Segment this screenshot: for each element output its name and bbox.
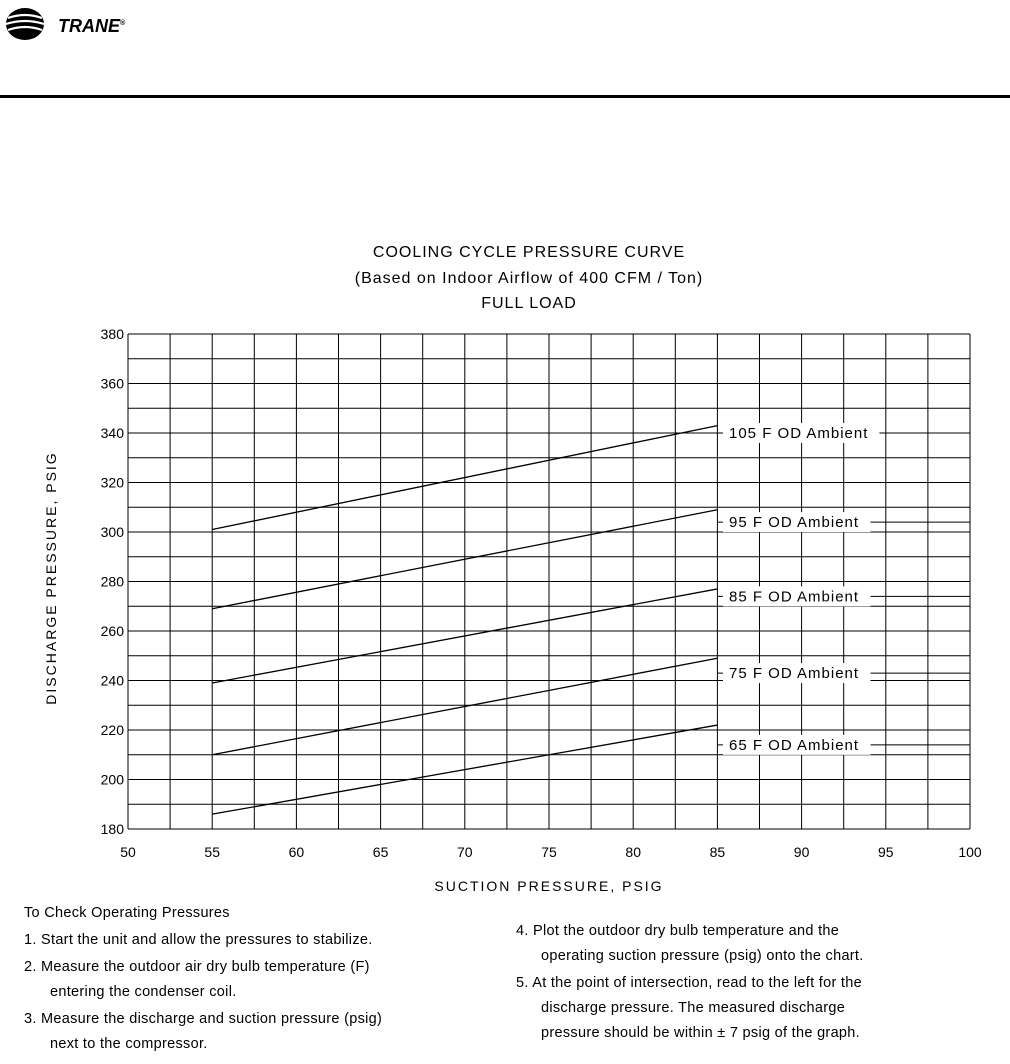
series-label: 85 F OD Ambient <box>729 588 860 606</box>
x-tick-label: 70 <box>457 844 473 860</box>
instruction-step-4: 4. Plot the outdoor dry bulb temperature and the <box>516 923 840 939</box>
x-tick-label: 55 <box>204 844 220 860</box>
y-tick-label: 200 <box>100 771 124 788</box>
series-label: 105 F OD Ambient <box>729 425 869 442</box>
series-label: 95 F OD Ambient <box>729 514 860 532</box>
brand-name: TRANE® <box>58 16 126 36</box>
y-tick-label: 260 <box>100 623 124 639</box>
instruction-step-2-cont: entering the condenser coil. <box>50 984 237 1000</box>
y-tick-label: 220 <box>100 722 124 738</box>
instruction-step-3-cont: next to the compressor. <box>50 1036 208 1052</box>
x-tick-label: 50 <box>120 844 136 860</box>
series-label: 75 F OD Ambient <box>729 665 860 683</box>
chart-title-line-1: COOLING CYCLE PRESSURE CURVE <box>372 244 686 261</box>
instruction-step-4-cont: operating suction pressure (psig) onto the chart. <box>541 948 864 964</box>
chart-title <box>355 244 704 312</box>
x-tick-label: 75 <box>541 844 557 860</box>
instruction-step-5: 5. At the point of intersection, read to the left for the <box>516 975 862 991</box>
y-tick-label: 360 <box>100 375 124 392</box>
instruction-step-2: 2. Measure the outdoor air dry bulb temperature (F) <box>24 959 370 975</box>
x-tick-label: 95 <box>878 844 894 860</box>
y-tick-label: 280 <box>100 573 124 590</box>
instruction-step-3: 3. Measure the discharge and suction pressure (psig) <box>24 1011 383 1027</box>
x-tick-label: 85 <box>709 844 726 860</box>
y-tick-label: 320 <box>100 474 124 491</box>
x-tick-label: 80 <box>625 844 641 860</box>
x-tick-label: 60 <box>288 844 305 860</box>
instruction-step-5-cont-2: pressure should be within ± 7 psig of the graph. <box>541 1025 860 1041</box>
instruction-step-1: 1. Start the unit and allow the pressures to stabilize. <box>24 932 373 948</box>
y-tick-label: 300 <box>100 524 124 540</box>
y-tick-label: 240 <box>100 672 124 689</box>
y-tick-label: 380 <box>100 326 124 342</box>
y-tick-label: 180 <box>100 821 124 837</box>
x-tick-label: 90 <box>793 844 810 860</box>
x-axis-label: SUCTION PRESSURE, PSIG <box>434 878 664 894</box>
series-label: 65 F OD Ambient <box>729 736 860 754</box>
chart-title-line-3: FULL LOAD <box>481 295 577 312</box>
chart-title-line-2: (Based on Indoor Airflow of 400 CFM / Ton) <box>354 270 704 287</box>
x-tick-label: 65 <box>372 844 389 860</box>
instruction-step-5-cont: discharge pressure. The measured discharge <box>541 1000 846 1016</box>
y-axis-label: DISCHARGE PRESSURE, PSIG <box>43 451 59 705</box>
y-tick-label: 340 <box>100 425 124 441</box>
x-tick-label: 100 <box>958 844 982 860</box>
instructions-heading: To Check Operating Pressures <box>24 905 230 921</box>
